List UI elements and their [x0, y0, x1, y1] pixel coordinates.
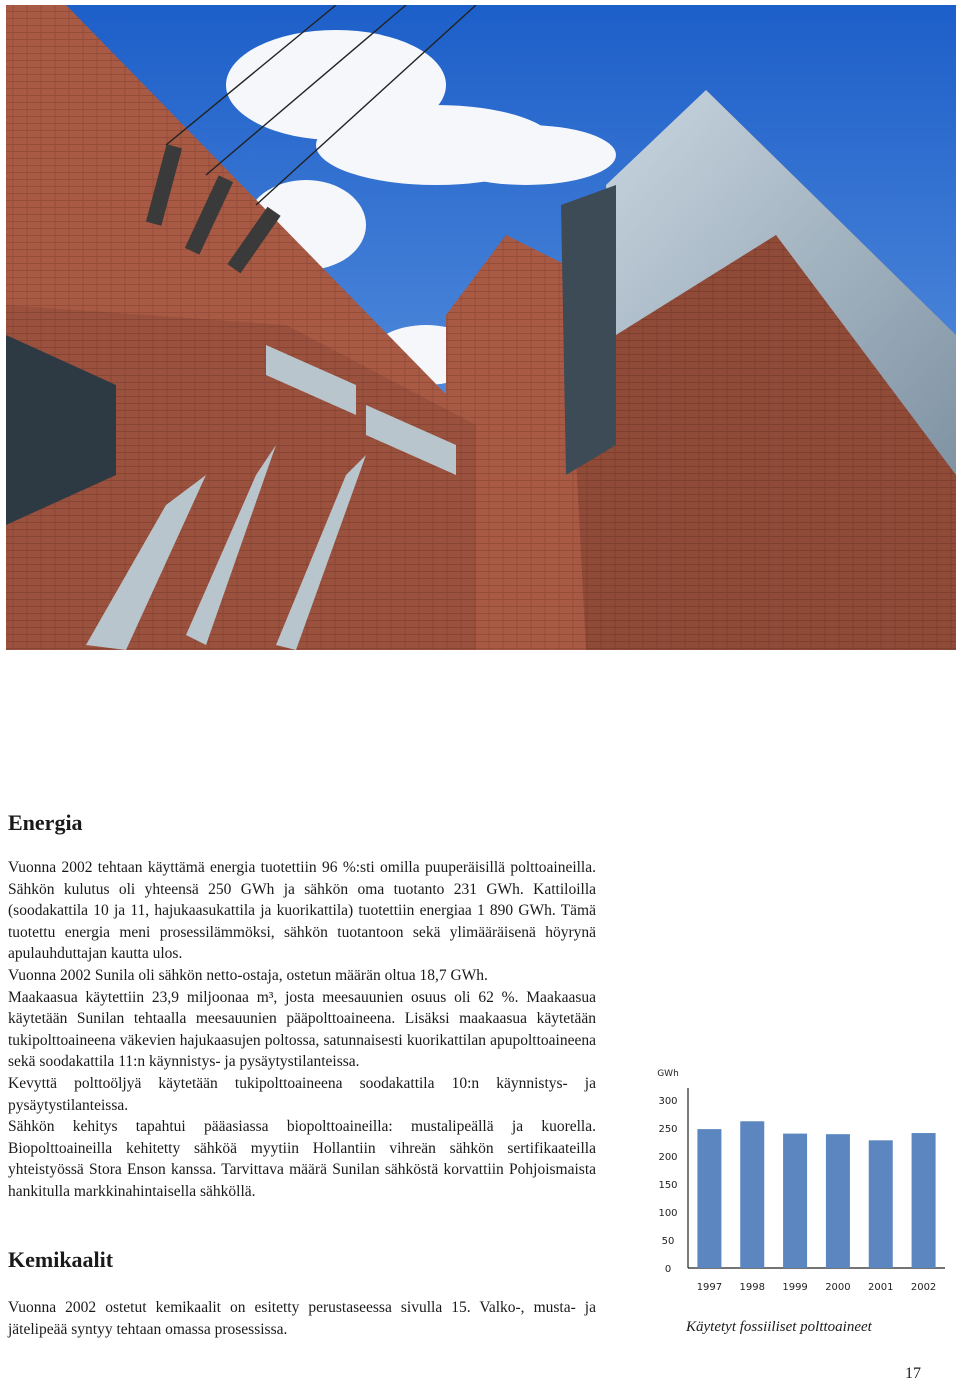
fossil-fuel-chart [640, 1060, 950, 1350]
y-tick-label: 0 [664, 1264, 672, 1275]
energy-paragraph-3: Maakaasua käytettiin 23,9 miljoonaa m³, josta meesauunien osuus oli 62 %. Maakaasua käytetään Sunilan tehtaalla meesauunien pääpolttoaineena. Lisäksi maakaasua käytetään tukipolttoaineena väkevien hajukaasujen poltossa, satunnaisesti kuorikattilan apupolttoaineena sekä soodakattila 11:n käynnistys- ja pysäytystilanteissa. [8, 988, 596, 1071]
x-tick-label: 2000 [825, 1282, 851, 1293]
chart-caption: Käytetyt fossiiliset polttoaineet [686, 1319, 872, 1335]
chemicals-paragraph: Vuonna 2002 ostetut kemikaalit on esitetty perustaseessa sivulla 15. Valko-, musta- ja jätelipeää syntyy tehtaan omassa prosessissa. [8, 1299, 596, 1338]
x-tick-label: 2001 [868, 1282, 894, 1293]
y-tick-label: 250 [658, 1124, 678, 1135]
x-tick-label: 1998 [739, 1282, 765, 1293]
x-tick-label: 1997 [696, 1282, 723, 1293]
bar-2002 [912, 1133, 936, 1268]
bar-2000 [826, 1134, 850, 1268]
y-tick-label: 100 [658, 1208, 678, 1219]
energy-paragraph-4: Kevyttä polttoöljyä käytetään tukipolttoaineena soodakattila 10:n käynnistys- ja pysäytystilanteissa. [8, 1074, 596, 1114]
y-tick-label: 50 [661, 1236, 675, 1247]
energy-heading: Energia [8, 810, 83, 835]
bar-1997 [697, 1129, 721, 1268]
bar-2001 [869, 1140, 893, 1268]
x-tick-label: 1999 [782, 1282, 808, 1293]
energy-paragraph-1: Vuonna 2002 tehtaan käyttämä energia tuotettiin 96 %:sti omilla puuperäisillä polttoaineilla. Sähkön kulutus oli yhteensä 250 GWh ja sähkön oma tuotanto 231 GWh. Kattiloilla (soodakattila 10 ja 11, hajukaasukattila ja kuorikattila) tuotettiin energiaa 1 890 GWh. Tämä tuotettu energia meni prosessilämmöksi, sähkön tuotantoon sekä ylimääräisenä höyrynä apulauhduttajan kautta ulos. [8, 859, 596, 963]
y-tick-label: 150 [658, 1180, 678, 1191]
bar-1999 [783, 1134, 807, 1268]
page-number: 17 [905, 1365, 921, 1382]
energy-paragraph-2: Vuonna 2002 Sunila oli sähkön netto-ostaja, ostetun määrän oltua 18,7 GWh. [8, 966, 488, 984]
power-plant-photo [6, 5, 956, 650]
energy-paragraph-5: Sähkön kehitys tapahtui pääasiassa biopolttoaineilla: mustalipeällä ja kuorella. Biopolttoaineilla kehitetty sähköä myytiin Hollantiin vihreän sähkön sertifikaateilla yhteistyössä Stora Enson kanssa. Tarvittava määrä Sunilan sähköstä korvattiin Pohjoismaista hankitulla markkinahintaisella sähköllä. [8, 1118, 596, 1200]
y-tick-label: 200 [658, 1152, 678, 1163]
energy-text [8, 857, 596, 1203]
bar-1998 [740, 1121, 764, 1268]
chemicals-heading: Kemikaalit [8, 1247, 114, 1272]
y-axis-unit-label: GWh [657, 1069, 679, 1079]
y-tick-label: 300 [658, 1096, 678, 1107]
x-tick-label: 2002 [910, 1282, 937, 1293]
